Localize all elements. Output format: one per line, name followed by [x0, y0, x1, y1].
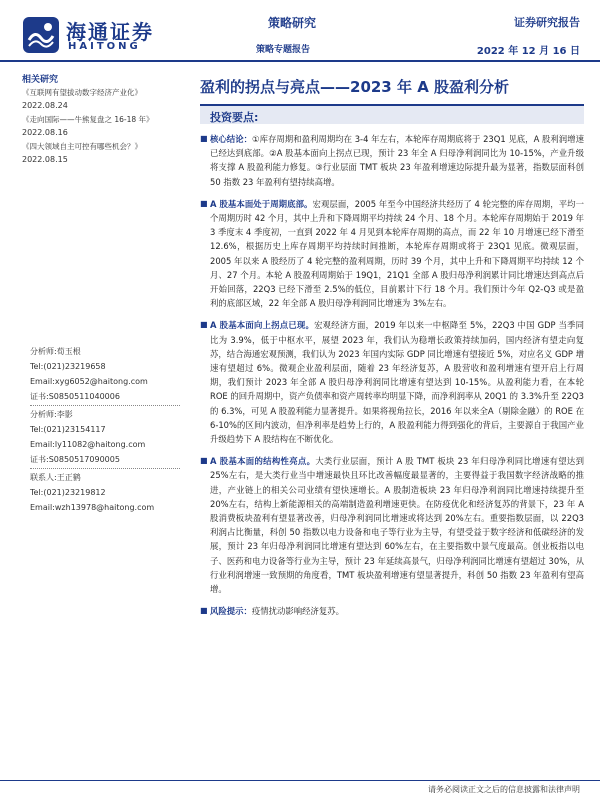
paragraph-risk-warning [200, 604, 584, 618]
related-research [22, 72, 192, 168]
report-body [200, 132, 584, 627]
paragraph-core-conclusion [200, 132, 584, 189]
section-title: 投资要点: [210, 111, 259, 124]
footer-disclaimer: 请务必阅读正文之后的信息披露和法律声明 [428, 785, 580, 794]
related-item-date: 2022.08.15 [22, 155, 68, 164]
investment-highlights-header [200, 104, 584, 124]
report-type: 证券研究报告 [514, 16, 580, 29]
related-item-title[interactable]: 《走向国际——牛熊复盘之 16-18 年》 [22, 115, 154, 124]
report-category: 策略研究 [268, 16, 317, 30]
square-bullet-icon: ■ [200, 320, 208, 330]
paragraph-text: 大类行业层面，预计 A 股 TMT 板块 23 年归母净利同比增速有望达到 25%左右，是大类行业当中增速最快且环比改善幅度最显著的，主要得益于我国数字经济战略的推进，产业链上的相关公司业绩有望快速增长。A 股制造板块 23 年归母净利润同比增速持续提升至 20%左右，结构上新能源相关的高端制造盈利增速更快。在防疫优化和经济复苏的背景下，23 年 A 股消费板块盈利有望显著改善，归母净利润同比增速或将达到 20%左右。重要指数层面，以 22Q3 利润占比衡量，科创 50 指数以电力设备和电子等行业为主导，有望受益于数字经济和低碳经济的发展，预计 23 年归母净利润同比增速有望达到 60%左右，在主要指数中景气度最高。创业板指以电子、医药和电力设备等行业为主导，预计 23 年延续高景气，归母净利润同比增速有望超过 30%，从行业利润增速一致预期的角度看，TMT 板块盈利增速有望显著提升，科创 50 指数 23 年盈利有望高增。 [210, 456, 584, 595]
contact-tel: Tel:(021)23219812 [30, 488, 106, 497]
analyst-role: 分析师:李影 [30, 410, 73, 419]
related-item-date: 2022.08.24 [22, 101, 68, 110]
logo-chinese-name: 海通证券 [66, 20, 154, 44]
square-bullet-icon: ■ [200, 198, 208, 208]
paragraph-text: 宏观经济方面，2019 年以来一中枢降至 5%，22Q3 中国 GDP 当季同比为 3.9%，低于中枢水平，展望 2023 年，我们认为稳增长政策持续加码，国内经济有望走向复苏，结合海通宏观预测，我们认为 2023 年国内实际 GDP 同比增速有望接近 5%，对应名义 GDP 增速有望超过 6%。微观企业盈利层面，随着 23 年经济复苏，A 股营收和盈利增速有望开启上行周期，我们预计 2023 年全部 A 股归母净利润同比增速有望达到 10-15%。从盈利能力看，在本轮 ROE 的回升周期中，资产负债率和资产周转率均明显下降，而净利润率从 20Q1 的 3.3%升至 22Q3 的 6.3%，可见 A 股盈利能力显著提升。如果将视角拉长，2016 年以来全A（剔除金融）的 ROE 在 6-10%的区间内波动，但净利率是趋势上行的，A 股盈利能力得到强化的背后，主要源自于我国产业升级趋势下 A 股结构在不断优化。 [210, 320, 584, 445]
paragraph-cycle-bottom [200, 197, 584, 311]
analyst-contacts [30, 344, 180, 515]
paragraph-structural-highlights [200, 454, 584, 596]
company-logo [22, 14, 182, 54]
header-divider [0, 60, 600, 62]
analyst-tel: Tel:(021)23219658 [30, 362, 106, 371]
analyst-role: 分析师:荀玉根 [30, 347, 81, 356]
paragraph-text: 疫情扰动影响经济复苏。 [251, 606, 344, 617]
paragraph-lead: 核心结论： [210, 134, 253, 144]
paragraph-lead: 风险提示： [210, 606, 252, 617]
paragraph-text: ①库存周期和盈利周期均在 3-4 年左右，本轮库存周期底将于 23Q1 见底，A 股利润增速已经达到底部。②A 股基本面向上拐点已现，预计 23 年全 A 归母净利润同比为 10-15%，产业升级将支撑 A 股盈利能力修复。③行业层面 TMT 板块 23 年盈利增速边际提升最为显著，指数层面科创 50 指数 23 年盈利有望持续高增。 [210, 134, 584, 187]
paragraph-lead: A 股基本面向上拐点已现。 [210, 320, 315, 331]
footer-divider [0, 780, 600, 781]
square-bullet-icon: ■ [200, 134, 208, 143]
analyst-cert: 证书:S0850511040006 [30, 392, 120, 401]
paragraph-upturn [200, 318, 584, 446]
paragraph-lead: A 股基本面的结构性亮点。 [210, 456, 316, 467]
analyst-email[interactable]: Email:ly11082@haitong.com [30, 440, 146, 449]
analyst-email[interactable]: Email:xyg6052@haitong.com [30, 377, 148, 386]
analyst-divider [30, 468, 180, 469]
logo-english-name: HAITONG [68, 41, 141, 52]
related-item-title[interactable]: 《互联网有望拔动数字经济产业化》 [22, 88, 142, 97]
square-bullet-icon: ■ [200, 456, 208, 466]
analyst-cert: 证书:S0850517090005 [30, 455, 120, 464]
paragraph-text: 宏观层面，2005 年至今中国经济共经历了 4 轮完整的库存周期，平均一个周期历时 42 个月，其中上升和下降周期平均持续 24 个月、18 个月。本轮库存周期始于 2019 年 3 季度末 4 季度初，一直到 2022 年 4 月见到本轮库存周期的高点，而 22 年 10 月增速已经下滑至 12.6%，根据历史上库存周期平均持续时间推断，本轮库存周期或将于 23Q1 见底。微观层面，2005 年以来 A 股经历了 4 轮完整的盈利周期，历时 39 个月，其中上升和下降周期平均持续 12 个月、27 个月。本轮 A 股盈利周期始于 19Q1，21Q1 全部 A 股归母净利润累计同比增速达到高点后开始回落，22Q3 已经下滑至 2.5%的低位，目前累计下行 18 个月。我们预计今年 Q2-Q3 或是盈利的底部区域，22 年全部 A 股归母净利润同比增速为 3%左右。 [210, 198, 584, 309]
contact-role: 联系人:王正鹤 [30, 473, 81, 482]
haitong-logo-icon [22, 16, 60, 54]
analyst-tel: Tel:(021)23154117 [30, 425, 106, 434]
report-subcategory: 策略专题报告 [256, 45, 311, 55]
related-item-date: 2022.08.16 [22, 128, 68, 137]
related-item-title[interactable]: 《四大领域自主可控有哪些机会？》 [22, 142, 142, 151]
report-title: 盈利的拐点与亮点——2023 年 A 股盈利分析 [200, 78, 510, 96]
paragraph-lead: A 股基本面处于周期底部。 [210, 198, 313, 209]
square-bullet-icon: ■ [200, 606, 208, 616]
analyst-divider [30, 405, 180, 406]
report-date: 2022 年 12 月 16 日 [476, 46, 580, 57]
contact-email[interactable]: Email:wzh13978@haitong.com [30, 503, 155, 512]
related-research-title: 相关研究 [22, 75, 59, 85]
